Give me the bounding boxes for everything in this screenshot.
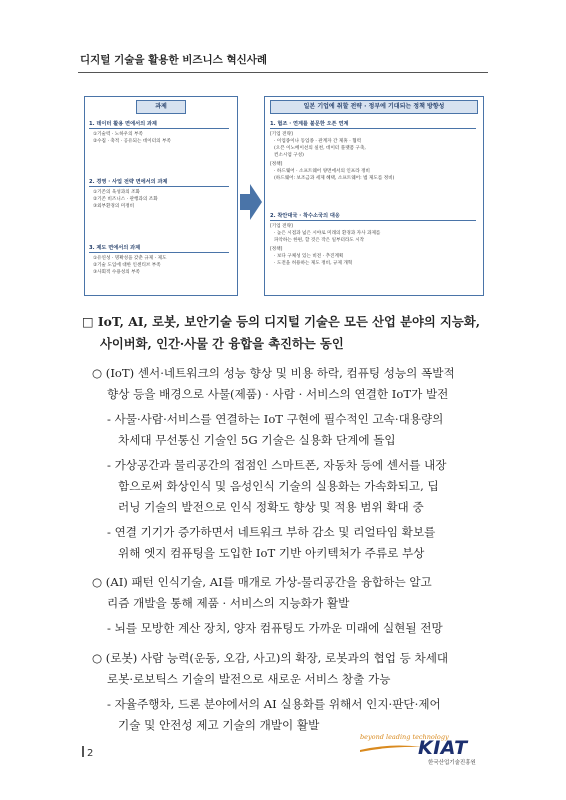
logo-name: KIAT [418, 737, 468, 759]
section-heading: 1. 협조 · 연계를 불문한 오픈 연계 [270, 120, 476, 129]
section-item: · 보다 구체성 있는 비전 · 추진계획 [274, 254, 344, 259]
bullet-quantum-line: - 뇌를 모방한 계산 장치, 양자 컴퓨팅도 가까운 미래에 실현될 전망 [107, 621, 443, 635]
section-item: ②기존 비즈니스 · 관행과의 조화 [93, 197, 158, 202]
paragraph-robot-line-1: ○ (로봇) 사람 능력(운동, 오감, 사고)의 확장, 로봇과의 협업 등 차세대 [92, 651, 449, 665]
arrow-shaft [240, 194, 250, 210]
bullet-autonomous-line-2: 기술 및 안전성 제고 기술의 개발이 활발 [118, 718, 320, 732]
paragraph-ai-line-2: 리즘 개발을 통해 제품 · 서비스의 지능화가 활발 [107, 596, 350, 610]
section-heading-line-1: □ IoT, AI, 로봇, 보안기술 등의 디지털 기술은 모든 산업 분야의 지능화, [82, 314, 480, 329]
section-heading-line-2: 사이버화, 인간·사물 간 융합을 촉진하는 동인 [100, 336, 344, 351]
page-number [82, 746, 93, 759]
bullet-5g-line-1: - 사물·사람·서비스를 연결하는 IoT 구현에 필수적인 고속·대용량의 [107, 412, 444, 426]
section-item: ①기술력 · 노하우의 부족 [93, 132, 143, 137]
bullet-sensor-line-3: 러닝 기술의 발전으로 인식 정확도 향상 및 적용 범위 확대 중 [118, 500, 424, 514]
paragraph-robot-line-2: 로봇·로보틱스 기술의 발전으로 새로운 서비스 창출 가능 [107, 672, 391, 686]
header-divider [78, 72, 488, 73]
strategy-diagram [84, 96, 484, 296]
section-heading: 2. 착안대국 · 착수소국의 대응 [270, 212, 476, 221]
section-item: (오픈 이노베이션의 실천, 데이터 플랫폼 구축, [274, 146, 366, 151]
paragraph-iot-line-1: ○ (IoT) 센서·네트워크의 성능 향상 및 비용 하락, 컴퓨팅 성능의 폭발적 [92, 366, 455, 380]
section-item: ①기존의 육성과의 조화 [93, 190, 140, 195]
section-item: · 높은 시점과 넓은 시야로 미래의 환경과 자사 과제를 [274, 231, 381, 236]
policy-section-2 [270, 212, 476, 267]
section-item: ③외부환경의 미정비 [93, 204, 135, 209]
policy-title: 일본 기업에 취할 전략 · 정부에 기대되는 정책 방향성 [270, 100, 478, 114]
section-item: ②수집 · 축적 · 공유되는 데이터의 부족 [93, 139, 171, 144]
section-item: ③사회적 수용성의 부족 [93, 270, 140, 275]
section-item: · 이업종이나 동업종 · 관계자 간 제휴 · 협력 [274, 139, 362, 144]
section-heading: 2. 경영 · 사업 전략 면에서의 과제 [89, 178, 229, 187]
bullet-5g-line-2: 차세대 무선통신 기술인 5G 기술은 실용화 단계에 돌입 [118, 433, 396, 447]
bullet-edge-line-2: 위해 엣지 컴퓨팅을 도입한 IoT 기반 아키텍처가 주류로 부상 [118, 546, 425, 560]
section-item: · 도전을 허용하는 제도 정비, 규제 개혁 [274, 261, 353, 266]
section-item: ②기술 도입에 대한 인센티브 부족 [93, 263, 161, 268]
running-header: 디지털 기술을 활용한 비즈니스 혁신사례 [80, 54, 268, 66]
challenge-section-1 [89, 120, 229, 145]
bullet-sensor-line-2: 함으로써 화상인식 및 음성인식 기술의 실용화는 가속화되고, 딥 [118, 479, 439, 493]
section-item: (하드웨어: 보조금과 세제 혜택, 소프트웨어: 법 제도를 정비) [274, 176, 395, 181]
section-heading: 3. 제도 면에서의 과제 [89, 244, 229, 253]
bullet-edge-line-1: - 연결 기기가 증가하면서 네트워크 부하 감소 및 리얼타임 확보를 [107, 525, 436, 539]
challenge-section-2 [89, 178, 229, 210]
section-item: 파악하는 한편, 할 것은 작은 일부터라도 시작 [274, 238, 365, 243]
paragraph-ai-line-1: ○ (AI) 패턴 인식기술, AI를 매개로 가상-물리공간을 융합하는 알고 [92, 575, 432, 589]
section-item: · 하드웨어 · 소프트웨어 양면에서의 인프라 정비 [274, 169, 370, 174]
section-item: ①유연성 · 명확성을 갖춘 규제 · 제도 [93, 256, 167, 261]
paragraph-iot-line-2: 향상 등을 배경으로 사물(제품) · 사람 · 서비스의 연결한 IoT가 발전 [107, 387, 449, 401]
page-number-text: 2 [87, 748, 94, 759]
logo-organization: 한국산업기술진흥원 [428, 760, 476, 766]
section-item: 컨소시엄 구성) [274, 153, 304, 158]
logo-tagline: beyond leading technology [360, 733, 449, 741]
group-label: [기업 전략] [270, 132, 293, 137]
section-heading: 1. 데이터 활용 면에서의 과제 [89, 120, 229, 129]
bullet-autonomous-line-1: - 자율주행차, 드론 분야에서의 AI 실용화를 위해서 인지·판단·제어 [107, 697, 441, 711]
kiat-logo [360, 733, 488, 767]
page-marker-bar [82, 746, 84, 757]
challenge-section-3 [89, 244, 229, 276]
right-arrow-icon [250, 184, 262, 220]
policy-section-1 [270, 120, 476, 182]
group-label: [정책] [270, 247, 283, 252]
bullet-sensor-line-1: - 가상공간과 물리공간의 접점인 스마트폰, 자동차 등에 센서를 내장 [107, 458, 447, 472]
logo-swoosh-icon [360, 743, 422, 753]
group-label: [기업 전략] [270, 224, 293, 229]
group-label: [정책] [270, 162, 283, 167]
challenges-title: 과제 [136, 100, 186, 114]
